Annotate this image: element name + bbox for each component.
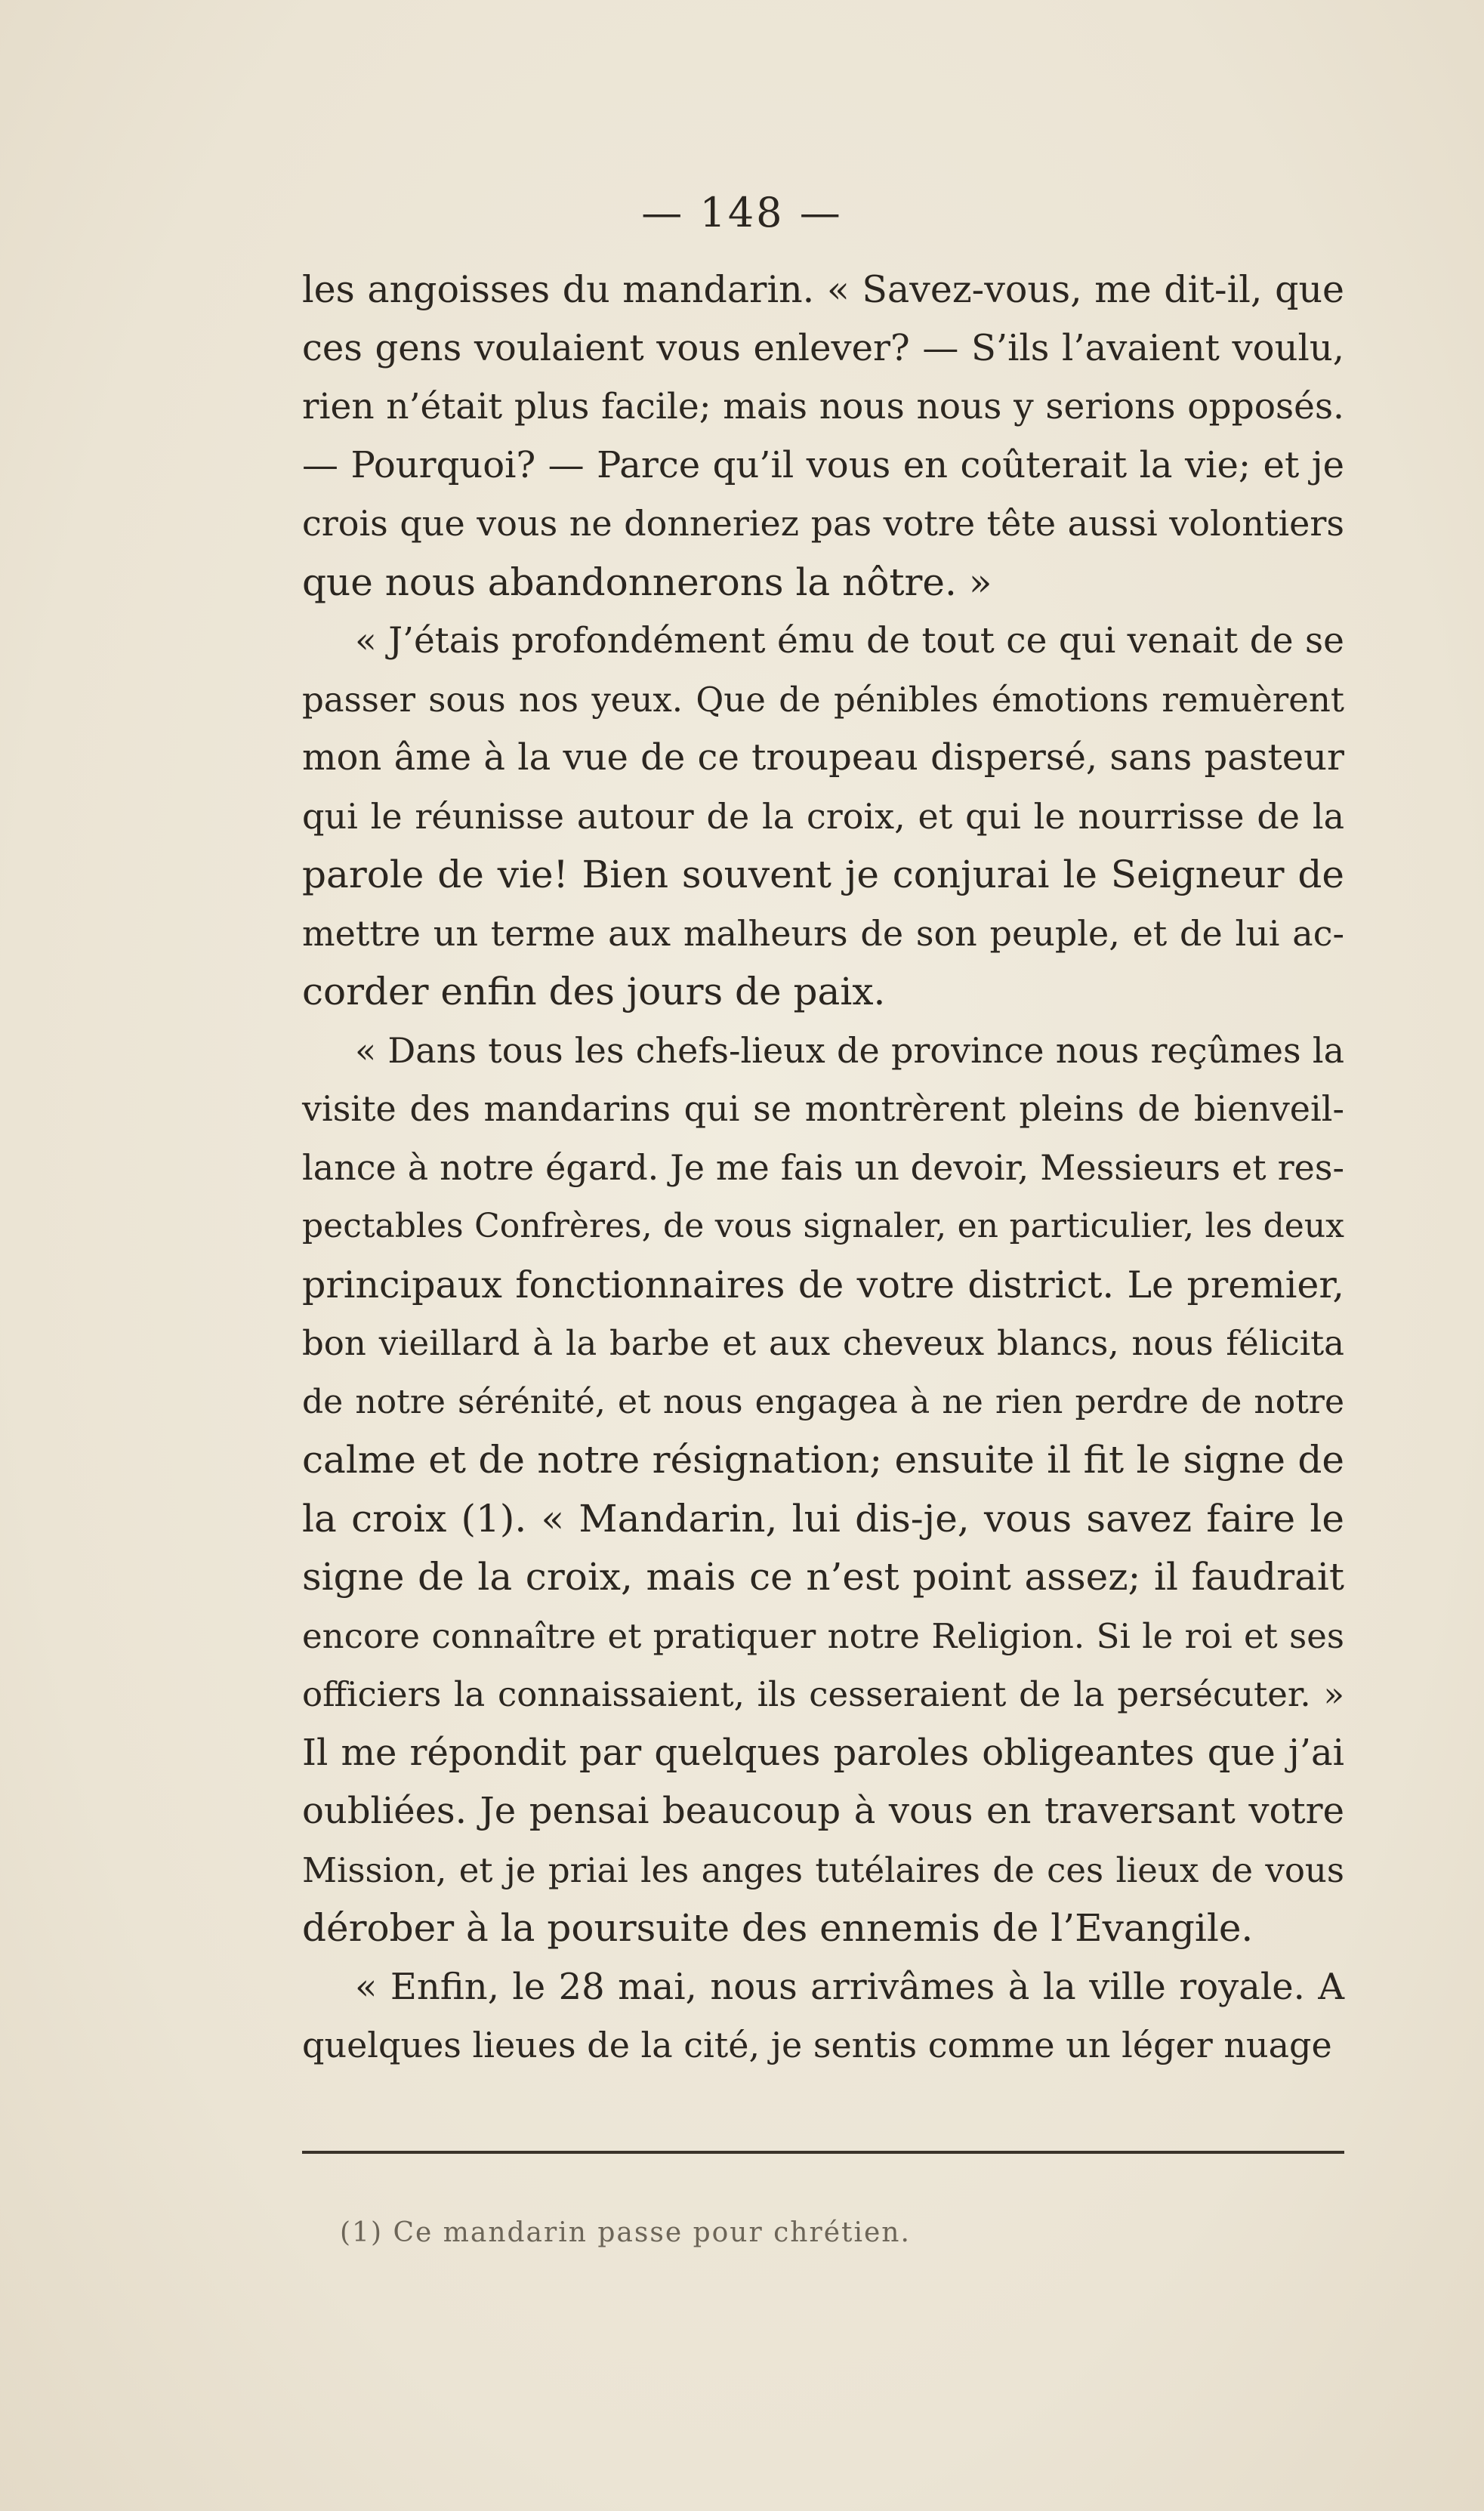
- text-line: signe de la croix, mais ce n’est point assez; il faudrait: [302, 1555, 1344, 1599]
- text-line: ces gens voulaient vous enlever? — S’ils l’avaient voulu,: [302, 326, 1344, 369]
- text-line: officiers la connaissaient, ils cesseraient de la persécuter. »: [302, 1674, 1344, 1714]
- text-line: encore connaître et pratiquer notre Religion. Si le roi et ses: [302, 1615, 1344, 1656]
- text-line: que nous abandonnerons la nôtre. »: [302, 560, 992, 604]
- page-number: — 148 —: [641, 189, 843, 236]
- footnote: (1) Ce mandarin passe pour chrétien.: [340, 2217, 911, 2248]
- text-line: crois que vous ne donneriez pas votre tête aussi volontiers: [302, 503, 1344, 544]
- text-line: mon âme à la vue de ce troupeau dispersé, sans pasteur: [302, 736, 1344, 779]
- text-line: « Dans tous les chefs-lieux de province nous reçûmes la: [355, 1029, 1344, 1071]
- text-line: passer sous nos yeux. Que de pénibles émotions remuèrent: [302, 679, 1344, 720]
- footnote-rule: [302, 2151, 1344, 2154]
- text-line: rien n’était plus facile; mais nous nous y serions opposés.: [302, 386, 1344, 427]
- text-line: dérober à la poursuite des ennemis de l’Evangile.: [302, 1906, 1254, 1950]
- text-line: principaux fonctionnaires de votre district. Le premier,: [302, 1263, 1344, 1306]
- text-line: les angoisses du mandarin. « Savez-vous, me dit-il, que: [302, 268, 1344, 311]
- text-line: mettre un terme aux malheurs de son peuple, et de lui ac-: [302, 912, 1344, 954]
- text-line: quelques lieues de la cité, je sentis comme un léger nuage: [302, 2025, 1332, 2065]
- text-line: pectables Confrères, de vous signaler, en particulier, les deux: [302, 1207, 1344, 1245]
- text-line: corder enfin des jours de paix.: [302, 970, 886, 1013]
- text-line: visite des mandarins qui se montrèrent pleins de bienveil-: [302, 1088, 1344, 1129]
- text-line: Il me répondit par quelques paroles obligeantes que j’ai: [302, 1731, 1344, 1774]
- text-line: lance à notre égard. Je me fais un devoir, Messieurs et res-: [302, 1146, 1344, 1188]
- text-line: parole de vie! Bien souvent je conjurai le Seigneur de: [302, 853, 1344, 896]
- body-text: [302, 261, 1344, 2075]
- text-line: bon vieillard à la barbe et aux cheveux blancs, nous félicita: [302, 1323, 1344, 1363]
- text-line: de notre sérénité, et nous engagea à ne rien perdre de notre: [302, 1382, 1344, 1421]
- text-line: oubliées. Je pensai beaucoup à vous en traversant votre: [302, 1790, 1344, 1832]
- text-line: « J’étais profondément ému de tout ce qui venait de se: [355, 620, 1344, 662]
- text-line: qui le réunisse autour de la croix, et qui le nourrisse de la: [302, 795, 1344, 837]
- text-line: Mission, et je priai les anges tutélaires de ces lieux de vous: [302, 1849, 1344, 1890]
- text-line: « Enfin, le 28 mai, nous arrivâmes à la ville royale. A: [355, 1965, 1344, 2008]
- text-line: la croix (1). « Mandarin, lui dis-je, vous savez faire le: [302, 1496, 1344, 1541]
- text-line: calme et de notre résignation; ensuite il fit le signe de: [302, 1438, 1344, 1482]
- text-line: — Pourquoi? — Parce qu’il vous en coûterait la vie; et je: [302, 443, 1344, 486]
